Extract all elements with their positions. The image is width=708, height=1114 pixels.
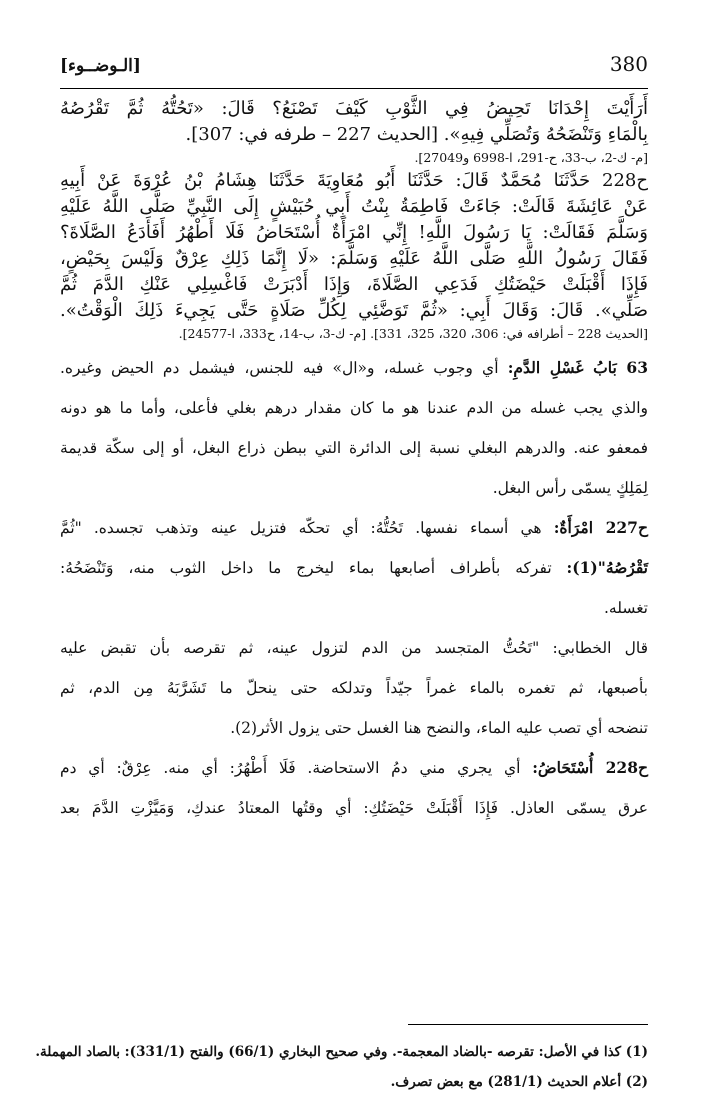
commentary-body: قال الخطابي: "تَحُتُّ المتجسد من الدم لتزول عينه، ثم تقرصه بأن تقبض عليه: [60, 639, 648, 657]
commentary-body: والذي يجب غسله من الدم عندنا هو ما كان مقدار درهم بغلي فأعلى، وأما ما هو دونه: [60, 399, 648, 417]
hadith-line: وَسَلَّمَ فَقَالَتْ: يَا رَسُولَ اللَّهِ! إِنِّي امْرَأَةٌ أُسْتَحَاضُ فَلَا أَطْهُرُ أَفَأَدَعُ الصَّلَاةَ؟: [60, 222, 648, 243]
commentary-body: لِمَلِكٍ يسمّى رأس البغل.: [492, 479, 648, 497]
commentary-line: [60, 668, 648, 708]
footnote-divider: [408, 1024, 648, 1025]
commentary-body: هي أسماء نفسها. تَحُتُّهُ: أي تحكّه فتزيل عينه وتذهب تجسده. "ثُمَّ: [60, 519, 554, 537]
hadith-line: عَنْ عَائِشَةَ قَالَتْ: جَاءَتْ فَاطِمَةُ بِنْتُ أَبِي حُبَيْشٍ إِلَى النَّبِيِّ صَلَّى اللَّهُ عَلَيْهِ: [60, 196, 648, 217]
commentary-heading: تَقْرُصُهُ"(1):: [566, 558, 648, 577]
commentary-line: [60, 788, 648, 828]
commentary-line: [60, 468, 648, 508]
takhrij-reference: [م- ك-2، ب-33، ح-291، ا-6998 و27049].: [414, 150, 648, 165]
hadith-line: فَقَالَ رَسُولُ اللَّهِ صَلَّى اللَّهُ عَلَيْهِ وَسَلَّمَ: «لَا إِنَّمَا ذَلِكِ عِرْقٌ وَلَيْسَ بِحَيْضٍ،: [60, 248, 648, 269]
commentary-line: [60, 428, 648, 468]
commentary-line: [60, 508, 648, 548]
commentary-line: [60, 748, 648, 788]
commentary-line: [60, 588, 648, 628]
commentary-line: [60, 388, 648, 428]
commentary-body: عرق يسمّى العاذل. فَإِذَا أَقْبَلَتْ حَيْضَتُكِ: أي وقتُها المعتادُ عندكِ، وَمَيَّزْتِ الدَّمَ بعد: [60, 799, 648, 817]
commentary-body: فمعفو عنه. والدرهم البغلي نسبة إلى الدائرة التي ببطن ذراع البغل، أو إلى سكّة قديمة: [60, 439, 648, 457]
hadith-line: أَرَأَيْتَ إِحْدَانَا تَحِيضُ فِي الثَّوْبِ كَيْفَ تَصْنَعُ؟ قَالَ: «تَحُتُّهُ ثُمَّ تَقْرُصُهُ: [60, 98, 648, 119]
commentary-line: [60, 548, 648, 588]
commentary-line: [60, 708, 648, 748]
commentary-line: [60, 628, 648, 668]
hadith-line: صَلِّي». قَالَ: وَقَالَ أَبِي: «ثُمَّ تَوَضَّئِي لِكُلِّ صَلَاةٍ حَتَّى يَجِيءَ ذَلِكَ الْوَقْتُ».: [60, 300, 648, 321]
page-content: [60, 96, 648, 828]
footnote: (1) كذا في الأصل: تقرصه -بالضاد المعجمة-. وفي صحيح البخاري (66/1) والفتح (331/1): بالصاد المهملة.: [35, 1044, 648, 1060]
hadith-line: فَإِذَا أَقْبَلَتْ حَيْضَتُكِ فَدَعِي الصَّلَاةَ، وَإِذَا أَدْبَرَتْ فَاغْسِلِي عَنْكِ الدَّمَ ثُمَّ: [60, 274, 648, 295]
page-header: [60, 48, 648, 89]
commentary-text: [60, 348, 648, 828]
commentary-body: تنضحه أي تصب عليه الماء، والنضح هنا الغسل حتى يزول الأثر(2).: [230, 719, 648, 737]
commentary-line: [60, 348, 648, 388]
commentary-body: تغسله.: [604, 599, 648, 617]
commentary-body: أي يجري مني دمُ الاستحاضة. فَلَا أَطْهُرُ: أي منه. عِرْقٌ: أي دم: [60, 759, 533, 777]
hadith-line: ح228 حَدَّثَنَا مُحَمَّدٌ قَالَ: حَدَّثَنَا أَبُو مُعَاوِيَةَ حَدَّثَنَا هِشَامُ بْنُ عُرْوَةَ عَنْ أَبِيهِ: [60, 170, 648, 191]
page-number: 380: [609, 52, 648, 76]
footnotes: [35, 1024, 648, 1097]
commentary-heading: 63 بَابُ غَسْلِ الدَّمِ:: [507, 358, 648, 377]
commentary-body: تفركه بأطراف أصابعها بماء ليخرج ما داخل الثوب منه، وَتَنْضَحُهُ:: [60, 559, 567, 577]
footnote: (2) أعلام الحديث (281/1) مع بعض تصرف.: [390, 1074, 648, 1090]
hadith-line: بِالْمَاءِ وَتَنْضَحُهُ وَتُصَلِّي فِيهِ». [الحديث 227 – طرفه في: 307].: [185, 124, 648, 145]
commentary-body: بأصبعها، ثم تغمره بالماء غمراً جيّداً وتدلكه حتى ينحلّ ما تَشَرَّبَهُ مِن الدم، ثم: [60, 679, 648, 697]
commentary-heading: ح228 أُسْتَحَاضُ:: [532, 758, 649, 777]
commentary-heading: ح227 امْرَأَةٌ:: [553, 518, 648, 537]
commentary-body: أي وجوب غسله، و«ال» فيه للجنس، فيشمل دم الحيض وغيره.: [60, 359, 508, 377]
chapter-title: [الـوضــوء]: [60, 56, 141, 76]
takhrij-reference: [الحديث 228 – أطرافه في: 306، 320، 325، 331]. [م- ك-3، ب-14، ح333، ا-24577].: [178, 326, 648, 341]
hadith-text: [60, 96, 648, 344]
